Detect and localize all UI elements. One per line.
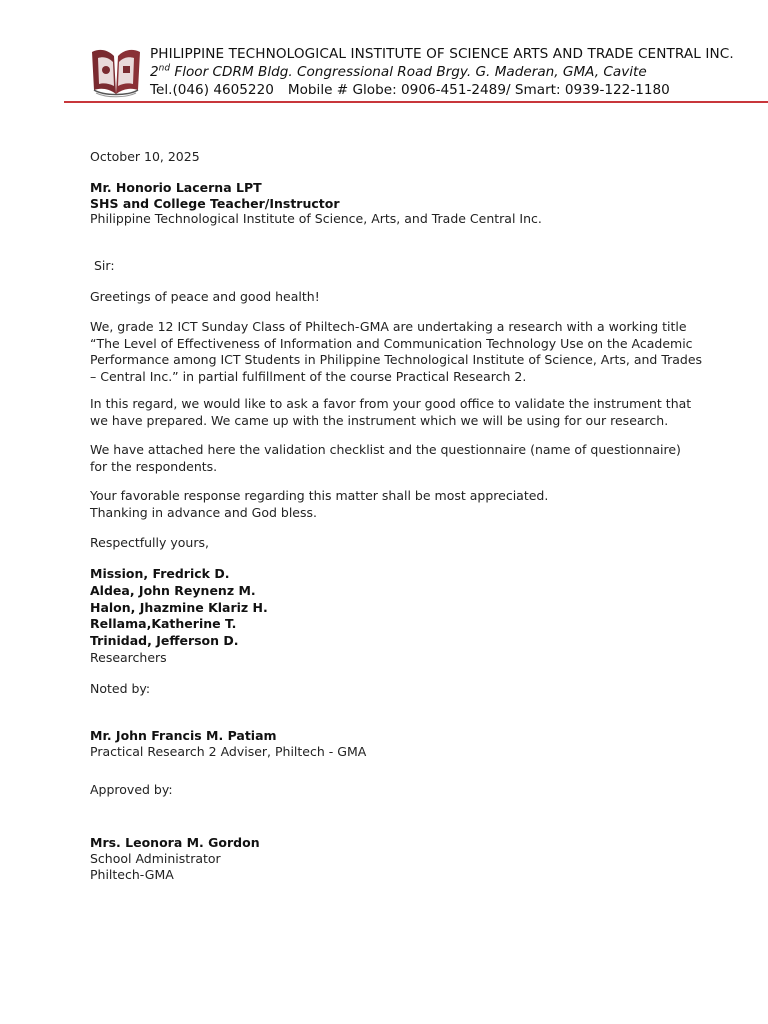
recipient-name: Mr. Honorio Lacerna LPT	[90, 180, 262, 195]
recipient-title: SHS and College Teacher/Instructor	[90, 196, 340, 211]
researcher-name: Rellama,Katherine T.	[90, 616, 237, 631]
paragraph-closing: Your favorable response regarding this matter shall be most appreciated. Thanking in advance and God bless.	[90, 488, 549, 520]
adviser-name: Mr. John Francis M. Patiam	[90, 728, 277, 743]
researcher-name: Mission, Fredrick D.	[90, 566, 230, 581]
noted-by-label: Noted by:	[90, 681, 151, 696]
admin-org: Philtech-GMA	[90, 867, 174, 882]
researcher-name: Halon, Jhazmine Klariz H.	[90, 600, 268, 615]
paragraph-request: In this regard, we would like to ask a favor from your good office to validate the instrument that we have prepared. We came up with the instrument which we will be using for our research.	[90, 396, 692, 428]
letter-date: October 10, 2025	[90, 149, 200, 164]
researchers-label: Researchers	[90, 650, 167, 665]
closing: Respectfully yours,	[90, 535, 209, 550]
institution-address: 2nd Floor CDRM Bldg. Congressional Road Brgy. G. Maderan, GMA, Cavite	[150, 63, 647, 80]
researcher-name: Trinidad, Jefferson D.	[90, 633, 239, 648]
header-divider	[64, 101, 768, 103]
school-seal-icon	[90, 44, 142, 98]
admin-name: Mrs. Leonora M. Gordon	[90, 835, 260, 850]
paragraph-attachments: We have attached here the validation checklist and the questionnaire (name of questionnaire) for the respondents.	[90, 442, 681, 474]
institution-name: PHILIPPINE TECHNOLOGICAL INSTITUTE OF SCIENCE ARTS AND TRADE CENTRAL INC.	[150, 46, 734, 62]
letterhead	[0, 0, 768, 104]
greeting: Greetings of peace and good health!	[90, 289, 320, 304]
adviser-title: Practical Research 2 Adviser, Philtech - GMA	[90, 744, 367, 759]
researcher-name: Aldea, John Reynenz M.	[90, 583, 256, 598]
salutation: Sir:	[94, 258, 115, 273]
approved-by-label: Approved by:	[90, 782, 173, 797]
recipient-institution: Philippine Technological Institute of Science, Arts, and Trade Central Inc.	[90, 211, 542, 226]
admin-title: School Administrator	[90, 851, 221, 866]
institution-contact: Tel.(046) 4605220 Mobile # Globe: 0906-451-2489/ Smart: 0939-122-1180	[150, 82, 670, 98]
paragraph-research: We, grade 12 ICT Sunday Class of Philtech-GMA are undertaking a research with a working title “The Level of Effectiveness of Information and Communication Technology Use on the Academic Performance among ICT Students in Philippine Technological Institute of Science, Arts, and Trades – Central Inc.” in partial fulfillment of the course Practical Research 2.	[90, 319, 703, 384]
